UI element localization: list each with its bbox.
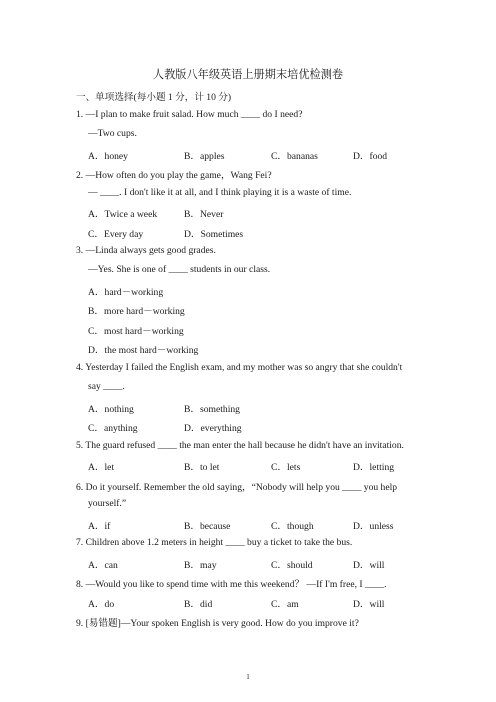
page-title: 人教版八年级英语上册期末培优检测卷: [152, 69, 344, 81]
question-9-stem: 9. [易错题]—Your spoken English is very good. How do you improve it?: [76, 618, 359, 629]
q7-option-c: C．should: [271, 560, 313, 571]
q1-option-d: D．food: [353, 151, 388, 162]
q5-option-c: C．lets: [271, 462, 301, 473]
q6-option-a: A．if: [88, 521, 111, 532]
q7-option-d: D．will: [353, 560, 385, 571]
q4-option-d: D．everything: [184, 423, 242, 434]
question-8-stem: 8. —Would you like to spend time with me this weekend？ —If I'm free, I ____.: [76, 579, 387, 590]
q7-option-a: A．can: [88, 560, 118, 571]
q3-option-b: B．more hard－working: [88, 306, 185, 317]
q2-option-a: A．Twice a week: [88, 209, 158, 220]
q2-option-c: C．Every day: [88, 229, 144, 240]
section-heading: 一、单项选择(每小题 1 分，计 10 分): [76, 92, 232, 103]
q4-option-c: C．anything: [88, 423, 138, 434]
q8-option-d: D．will: [353, 599, 385, 610]
question-4-continued: say ____.: [88, 381, 125, 392]
question-1-response: —Two cups.: [88, 128, 137, 139]
question-4-stem: 4. Yesterday I failed the English exam, and my mother was so angry that she couldn't: [76, 362, 403, 373]
question-1-stem: 1. —I plan to make fruit salad. How much ____ do I need?: [76, 109, 303, 120]
q5-option-a: A．let: [88, 462, 115, 473]
q2-option-d: D．Sometimes: [184, 229, 244, 240]
page-number: 1: [246, 673, 250, 681]
question-6-continued: yourself.”: [88, 498, 127, 509]
question-5-stem: 5. The guard refused ____ the man enter the hall because he didn't have an invitation.: [76, 440, 404, 451]
q1-option-c: C．bananas: [271, 151, 318, 162]
q6-option-c: C．though: [271, 521, 314, 532]
question-6-stem: 6. Do it yourself. Remember the old saying，“Nobody will help you ____ you help: [76, 482, 398, 493]
q5-option-d: D．letting: [353, 462, 395, 473]
q3-option-c: C．most hard－working: [88, 326, 184, 337]
question-2-stem: 2. —How often do you play the game，Wang Fei?: [76, 170, 272, 181]
q8-option-a: A．do: [88, 599, 115, 610]
q2-option-b: B．Never: [184, 209, 224, 220]
question-2-response: — ____. I don't like it at all, and I think playing it is a waste of time.: [88, 187, 352, 198]
q8-option-b: B．did: [184, 599, 213, 610]
q4-option-b: B．something: [184, 404, 240, 415]
q5-option-b: B．to let: [184, 462, 220, 473]
q8-option-c: C．am: [271, 599, 299, 610]
q1-option-b: B．apples: [184, 151, 225, 162]
question-3-stem: 3. —Linda always gets good grades.: [76, 245, 216, 256]
q3-option-d: D．the most hard－working: [88, 345, 199, 356]
q3-option-a: A．hard－working: [88, 287, 164, 298]
q6-option-b: B．because: [184, 521, 231, 532]
q7-option-b: B．may: [184, 560, 217, 571]
q4-option-a: A．nothing: [88, 404, 134, 415]
question-3-response: —Yes. She is one of ____ students in our class.: [88, 264, 271, 275]
q1-option-a: A．honey: [88, 151, 128, 162]
q6-option-d: D．unless: [353, 521, 394, 532]
question-7-stem: 7. Children above 1.2 meters in height ____ buy a ticket to take the bus.: [76, 537, 353, 548]
